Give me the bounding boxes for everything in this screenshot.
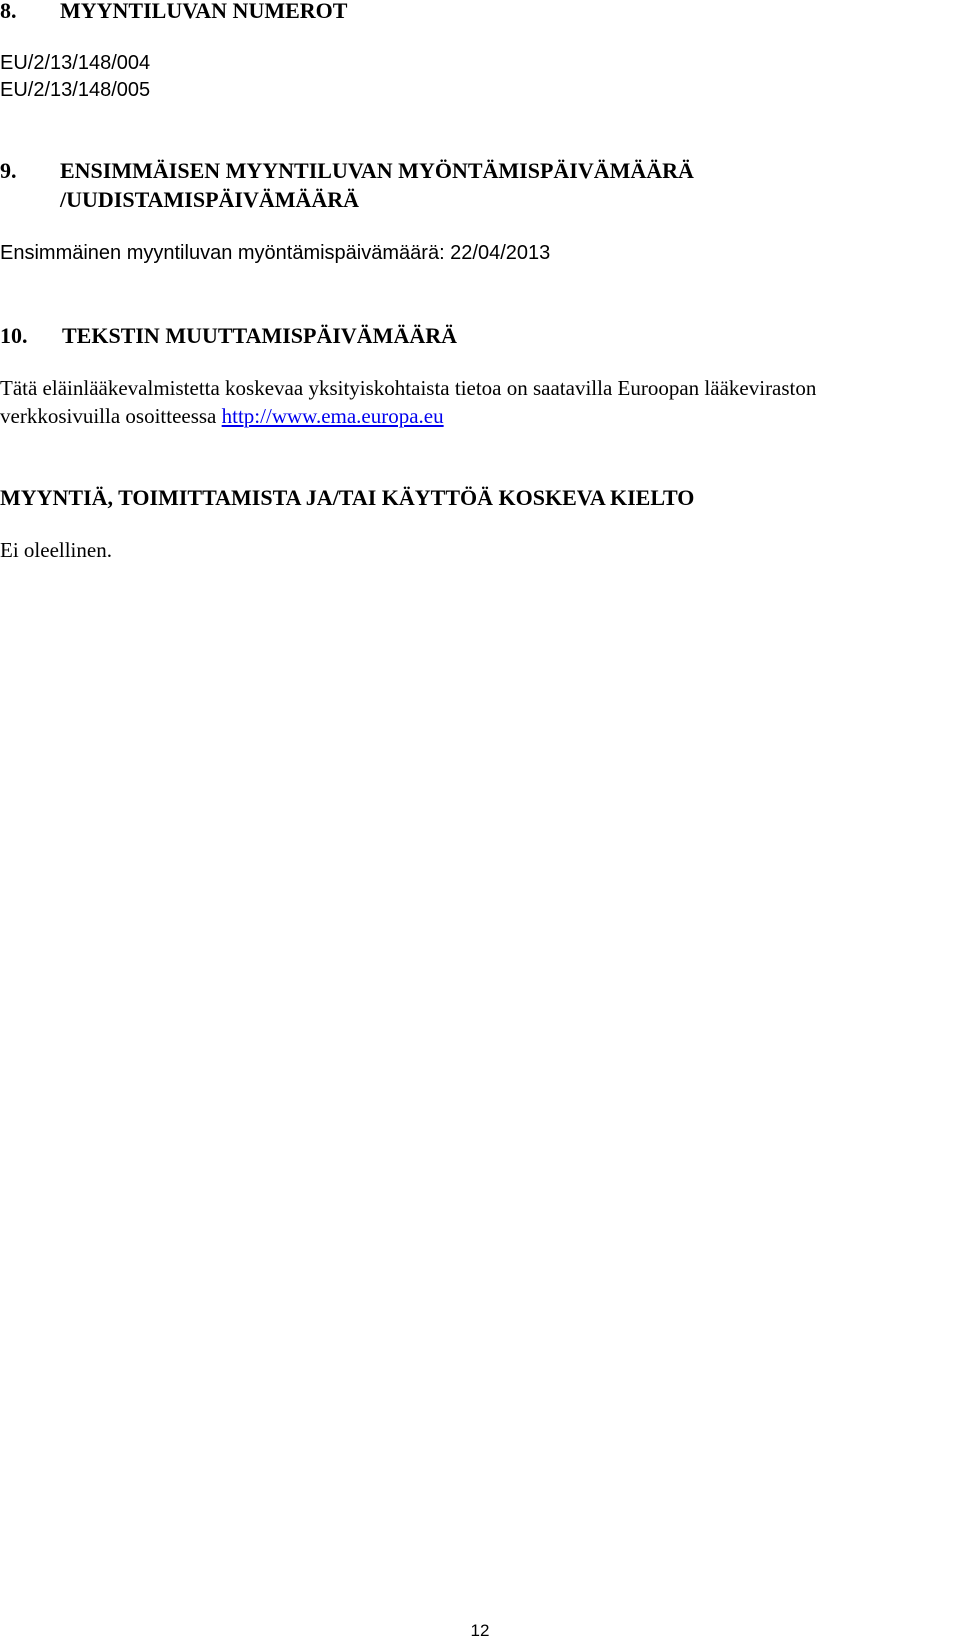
section-9-title-line2: /UUDISTAMISPÄIVÄMÄÄRÄ xyxy=(60,187,360,212)
authorisation-number-2: EU/2/13/148/005 xyxy=(0,79,151,101)
page-number: 12 xyxy=(470,1621,490,1640)
section-8-number: 8. xyxy=(0,0,17,23)
ema-website-link[interactable]: http://www.ema.europa.eu xyxy=(221,404,444,428)
section-10-heading xyxy=(0,321,457,350)
section-10-number: 10. xyxy=(0,323,28,348)
section-9-number: 9. xyxy=(0,158,17,183)
prohibition-heading: MYYNTIÄ, TOIMITTAMISTA JA/TAI KÄYTTÖÄ KOSKEVA KIELTO xyxy=(0,485,695,510)
section-9-title-line1: ENSIMMÄISEN MYYNTILUVAN MYÖNTÄMISPÄIVÄMÄÄRÄ xyxy=(60,158,694,183)
section-10-text-prefix: verkkosivuilla osoitteessa xyxy=(0,404,217,428)
section-10-title: TEKSTIN MUUTTAMISPÄIVÄMÄÄRÄ xyxy=(62,323,458,348)
section-8-title: MYYNTILUVAN NUMEROT xyxy=(60,0,348,23)
authorisation-number-1: EU/2/13/148/004 xyxy=(0,52,151,74)
section-10-text-line1: Tätä eläinlääkevalmistetta koskevaa yksityiskohtaista tietoa on saatavilla Euroopan lääkeviraston xyxy=(0,376,817,400)
section-8-heading xyxy=(0,0,347,25)
first-authorisation-date: Ensimmäinen myyntiluvan myöntämispäivämäärä: 22/04/2013 xyxy=(0,242,551,264)
prohibition-text: Ei oleellinen. xyxy=(0,538,112,562)
section-9-heading xyxy=(0,156,694,214)
section-10-text-line2 xyxy=(0,402,444,431)
